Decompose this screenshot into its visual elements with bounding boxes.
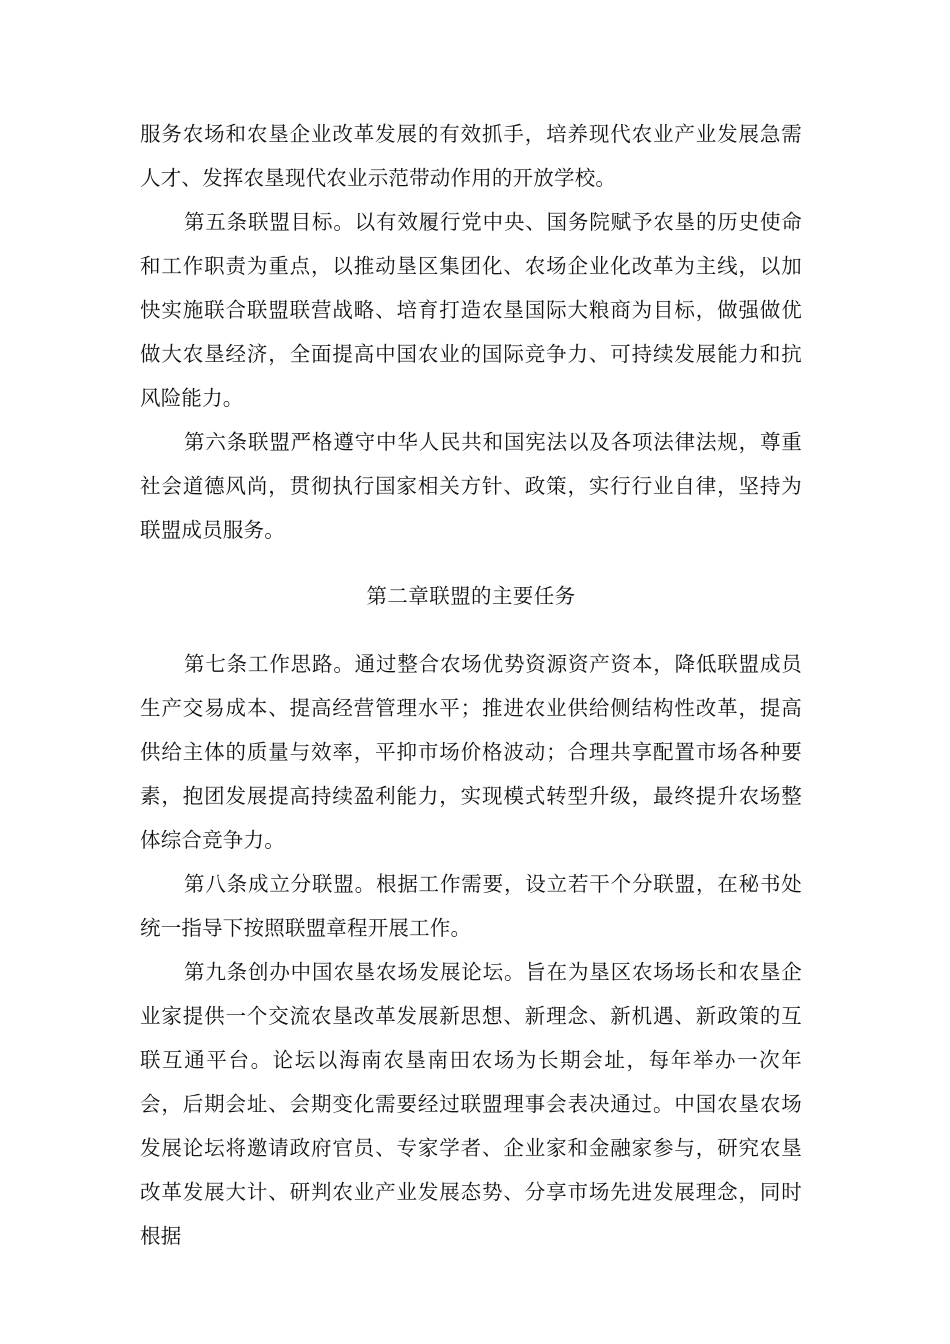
paragraph-article-9: 第九条创办中国农垦农场发展论坛。旨在为垦区农场场长和农垦企业家提供一个交流农垦改革发展新思想、新理念、新机遇、新政策的互联互通平台。论坛以海南农垦南田农场为长期会址，每年举办一次年会，后期会址、会期变化需要经过联盟理事会表决通过。中国农垦农场发展论坛将邀请政府官员、专家学者、企业家和金融家参与，研究农垦改革发展大计、研判农业产业发展态势、分享市场先进发展理念，同时根据 (140, 960, 802, 1248)
paragraph-article-6: 第六条联盟严格遵守中华人民共和国宪法以及各项法律法规，尊重社会道德风尚，贯彻执行国家相关方针、政策，实行行业自律，坚持为联盟成员服务。 (140, 430, 802, 542)
document-body (140, 112, 802, 1258)
chapter-heading: 第二章联盟的主要任务 (366, 584, 576, 608)
paragraph-continuation: 服务农场和农垦企业改革发展的有效抓手，培养现代农业产业发展急需人才、发挥农垦现代农业示范带动作用的开放学校。 (140, 122, 802, 190)
paragraph-article-8: 第八条成立分联盟。根据工作需要，设立若干个分联盟，在秘书处统一指导下按照联盟章程开展工作。 (140, 872, 802, 940)
paragraph-article-5: 第五条联盟目标。以有效履行党中央、国务院赋予农垦的历史使命和工作职责为重点，以推动垦区集团化、农场企业化改革为主线，以加快实施联合联盟联营战略、培育打造农垦国际大粮商为目标，做强做优做大农垦经济，全面提高中国农业的国际竞争力、可持续发展能力和抗风险能力。 (140, 210, 802, 410)
paragraph-article-7: 第七条工作思路。通过整合农场优势资源资产资本，降低联盟成员生产交易成本、提高经营管理水平；推进农业供给侧结构性改革，提高供给主体的质量与效率，平抑市场价格波动；合理共享配置市场各种要素，抱团发展提高持续盈利能力，实现模式转型升级，最终提升农场整体综合竞争力。 (140, 652, 802, 852)
